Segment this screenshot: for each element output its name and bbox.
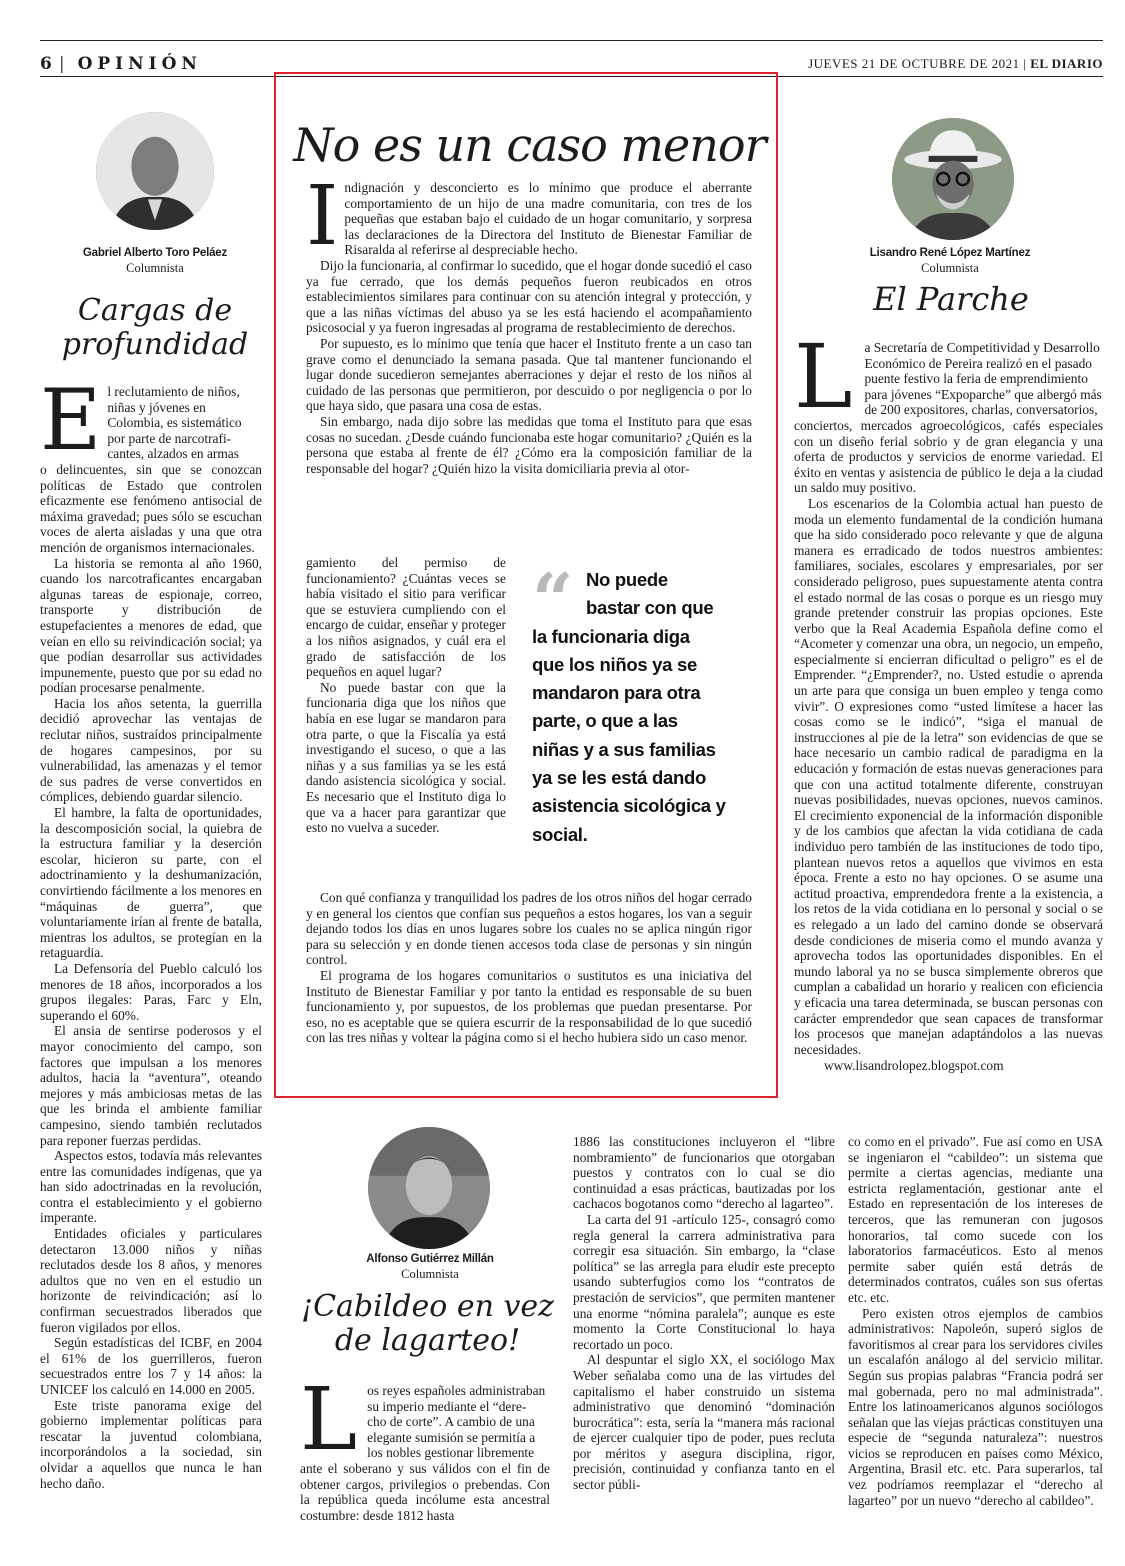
intro-line: niñas y jóvenes en (107, 399, 206, 415)
paragraph: ndignación y desconcierto es lo mínimo que produce el aberrante comportamiento de un hijo de una madre comunitaria, con tres de los pequeñas que estaban bajo el cuidado de un hogar comunitario, y sorpresa las declaraciones de la Directora del Instituto de Bienestar Familiar de Risaralda al referirse al despreciable hecho. (344, 180, 752, 258)
pull-quote (532, 557, 768, 849)
intro-line: cantes, alzados en armas (107, 446, 239, 462)
paragraph: Por supuesto, es lo mínimo que tenía que hacer el Instituto frente a un caso tan grave como el denunciado la semana pasada. Que tal mantener funcionando el lugar donde sucedieron semejantes aberraciones y dejar el resto de los niños al cuidado de las personas que permitieron, por descuido o por negligencia o por lo que haya sido, que pasara una cosa de estas. (306, 335, 752, 414)
paragraph: Con qué confianza y tranquilidad los padres de los otros niños del hogar cerrado y en general los cientos que confían sus pequeños a estos hogares, los van a seguir dejando todos los días en unos lugares sobre los cuales no se aplica ningún rigor para su selección y en donde tienen accesos toda clase de personas y sin ningún control. (306, 890, 752, 968)
title-line: de lagarteo! (334, 1323, 521, 1358)
pull-quote-line: niñas y a sus familias (532, 738, 716, 760)
page-number: 6 (40, 54, 53, 74)
column-title-cargas (40, 294, 270, 362)
main-article-body-top (306, 169, 752, 476)
top-rule (40, 40, 1103, 41)
title-line: profundidad (61, 327, 249, 362)
quote-mark-icon: “ (532, 557, 574, 642)
main-article-body-bottom (306, 890, 752, 1046)
pull-quote-line: que los niños ya se (532, 653, 697, 675)
intro-line: los nobles gestionar libremente (367, 1445, 535, 1461)
author-name: Gabriel Alberto Toro Peláez (82, 247, 228, 259)
intro-line: os reyes españoles administraban (367, 1383, 546, 1398)
author-photo-toro (96, 112, 214, 230)
intro-line: l reclutamiento de niños, (107, 384, 240, 399)
paragraph: No puede bastar con que la funcionaria diga que los niños que había en ese lugar se mandaron para otra parte, o que la Fiscalía ya está investigando el suceso, o que a las niñas y a sus familias ya se les está dando asistencia sicológica y social. Es necesario que el Instituto diga lo que va a hacer para garantizar que esto no vuelva a suceder. (306, 679, 506, 836)
main-article-body-narrow (306, 555, 506, 836)
newspaper-name: EL DIARIO (1030, 56, 1103, 71)
paragraph: co como en el privado”. Fue así como en USA se ingeniaron el “cabildeo”: un sistema que permite a ciertas agencias, mediante una estricta reglamentación, gestionar ante el Estado en representación de los intereses de terceros, que las remuneran con jugosos honorarios, tal como sucede con los laboratorios farmacéuticos. Esto al menos permite saber quién está detrás de determinados contratos, cuáles son sus ofertas etc. etc. (848, 1134, 1103, 1305)
paragraph: o delincuentes, sin que se conozcan políticas de Estado que controlen eficazmente ese fenómeno antisocial de máxima gravedad; pues sólo se escuchan voces de alerta aisladas y una que otra mención de organismos internacionales. (40, 461, 262, 555)
author-website: www.lisandrolopez.blogspot.com (824, 1058, 1004, 1074)
intro-line: su imperio mediante el “dere- (367, 1398, 527, 1414)
paragraph: La carta del 91 -artículo 125-, consagró como regla general la carrera administrativa para corregir esa situación. Sin embargo, la “clase política” se las arregla para eludir este precepto usando subterfugios como los “contratos de prestación de servicios”, que permiten mantener una enorme “nómina paralela”; aunque es este momento la Corte Constitucional lo haya recortado un poco. (573, 1211, 835, 1352)
author-block-toro (60, 247, 250, 276)
dropcap: E (40, 371, 102, 469)
paragraph: Aspectos estos, todavía más relevantes entre las comunidades indígenas, que ya han sido adoctrinadas en la revolución, contra el establecimiento y el gobierno imperante. (40, 1148, 262, 1226)
pull-quote-line: la funcionaria diga (532, 625, 690, 647)
right-column-body (794, 325, 1103, 1074)
intro-line: Económico de Pereira realizó en el pasado (864, 355, 1092, 371)
page-header-right: JUEVES 21 DE OCTUBRE DE 2021 | EL DIARIO (808, 56, 1103, 71)
paragraph: Sin embargo, nada dijo sobre las medidas que toma el Instituto para que esas cosas no sucedan. ¿Desde cuándo funcionaba este hogar comunitario? ¿Quién es la persona que estaba al frente de él? ¿Cómo era la composición familiar de la responsable del hogar? ¿Quién hizo la visita domiciliaria previa al otor- (306, 413, 752, 476)
dropcap: L (794, 325, 853, 428)
intro-line: por parte de narcotrafi- (107, 430, 232, 446)
intro-line: de 200 expositores, charlas, conversatorios, (864, 402, 1098, 418)
paragraph: Este triste panorama exige del gobierno implementar políticas para rescatar la juventud colombiana, incorporándolos a la sociedad, sin olvidar a aquellos que nunca le han hecho daño. (40, 1397, 262, 1491)
author-block-gutierrez (330, 1253, 530, 1282)
bottom-article-col2 (573, 1134, 835, 1493)
paragraph: El ansia de sentirse poderosos y el mayor conocimiento del campo, son factores que impulsan a los menores adultos, hacia la “aventura”, oteando mejores y más ambiciosas metas de las que les brinda el ambiente familiar campesino, siendo también reclutados para reponer fuerzas perdidas. (40, 1023, 262, 1148)
author-role: Columnista (921, 261, 979, 275)
author-photo-lopez (892, 118, 1014, 240)
paragraph: 1886 las constituciones incluyeron el “libre nombramiento” de funcionarios que otorgaban puestos y contratos con lo cual se dio continuidad a esas prácticas, bautizadas por los cachacos bogotanos como “derecho al lagarteo”. (573, 1134, 835, 1212)
pull-quote-line: bastar con que (586, 597, 714, 619)
intro-line: Colombia, es sistemático (107, 415, 242, 431)
intro-line: elegante sumisión se permitía a (367, 1429, 536, 1445)
bottom-article-col3 (848, 1134, 1103, 1508)
author-name: Lisandro René López Martínez (869, 247, 1031, 259)
paragraph: Entidades oficiales y particulares detectaron 13.000 niños y niñas reclutados desde los 8 años, y menores adultos que no ven en el estudio un horizonte de reivindicación; así lo confirman secuestrados liberados que fueron vigilados por ellos. (40, 1226, 262, 1335)
paragraph: La historia se remonta al año 1960, cuando los narcotraficantes encargaban algunas tareas de espionaje, correo, transporte y distribución de estupefacientes a menores de edad, que veían en ello su reivindicación social; ya que podían desarrollar sus actividades impunemente, puesto que por su edad no podían procesarse penalmente. (40, 555, 262, 696)
paragraph: El programa de los hogares comunitarios o sustitutos es una iniciativa del Instituto de Bienestar Familiar y por tanto la entidad es responsable de su buen funcionamiento y, por supuestos, de los problemas que puedan presentarse. Por eso, no es aceptable que se quiera escurrir de la responsabilidad de lo que sucedió con las tres niñas y voltear la página como si el hecho hubiera sido un caso menor. (306, 967, 752, 1046)
pull-quote-line: No puede (586, 569, 668, 590)
pull-quote-line: asistencia sicológica y (532, 795, 726, 817)
pull-quote-line: social. (532, 823, 588, 845)
portrait-icon (368, 1127, 490, 1249)
intro-line: puente festivo la feria de emprendimiento (864, 371, 1088, 387)
column-title-parche: El Parche (873, 280, 1029, 318)
intro-line: para jóvenes “Expoparche” que albergó más (864, 386, 1102, 402)
pull-quote-line: parte, o que a las (532, 710, 678, 732)
page-header-left: 6 | OPINIÓN (40, 54, 202, 74)
title-line: ¡Cabildeo en vez (301, 1289, 554, 1324)
dropcap: I (306, 169, 339, 264)
paragraph: Pero existen otros ejemplos de cambios administrativos: Napoleón, superó siglos de favoritismos al crear para los servidores civiles un escalafón análogo al del servicio militar. Según sus propias palabras “Francia podrá ser mal gobernada, pero no mal administrada”. Entre los latinoamericanos algunos sociólogos señalan que las viejas prácticas constituyen una especie de “segunda naturaleza”: nuestros vicios se reproducen en países como México, Argentina, Brasil etc. etc. Para superarlos, tal vez podríamos reemplazar el “derecho al lagarteo” por un nuevo “derecho al cabildeo”. (848, 1305, 1103, 1508)
left-column-body (40, 371, 262, 1491)
author-name: Alfonso Gutiérrez Millán (366, 1253, 494, 1265)
paragraph: El hambre, la falta de oportunidades, la descomposición social, la quiebra de la estructura familiar y la deserción escolar, hicieron su parte, con el adoctrinamiento y la deshumanización, convirtiendo fácilmente a los menores en “máquinas de guerra”, que voluntariamente irían al frente de batalla, mientras los adultos, se protegían en la retaguardia. (40, 805, 262, 961)
paragraph: gamiento del permiso de funcionamiento? ¿Cuántas veces se había visitado el sitio para verificar que se estuviera cumpliendo con el encargo de cuidar, enseñar y proteger a los niños asignados, y cuál era el grado de satisfacción de los pequeños en aquel lugar? (306, 555, 506, 680)
section-name: OPINIÓN (77, 54, 202, 74)
author-photo-gutierrez (368, 1127, 490, 1249)
issue-date: JUEVES 21 DE OCTUBRE DE 2021 (808, 56, 1020, 71)
paragraph: La Defensoría del Pueblo calculó los menores de 18 años, incorporados a los grupos ilegales: Paras, Farc y Eln, superando el 60%. (40, 960, 262, 1023)
paragraph: Hacia los años setenta, la guerrilla decidió aprovechar las ventajas de reclutar niños, sustraídos principalmente de hogares campesinos, por su vulnerabilidad, las amenazas y el temor de sus padres de verse convertidos en cómplices, debiendo guardar silencio. (40, 695, 262, 805)
paragraph: Dijo la funcionaria, al confirmar lo sucedido, que el hogar donde sucedió el caso ya fue cerrado, que los demás pequeños fueron reubicados en otros establecimientos similares para continuar con su atención integral y protección, y que a las niñas víctimas del abuso ya se les está haciendo el acompañamiento psicosocial y ya fueron ingresadas al programa de restablecimiento de derechos. (306, 257, 752, 336)
title-line: Cargas de (77, 293, 233, 328)
dropcap: L (300, 1370, 358, 1470)
author-block-lopez (840, 247, 1060, 276)
column-title-cabildeo (300, 1290, 555, 1358)
author-role: Columnista (401, 1267, 459, 1281)
pull-quote-line: ya se les está dando (532, 767, 706, 789)
paragraph: conciertos, mercados agroecológicos, cafés especiales con un diseño ferial sobrio y de gran elegancia y una oferta de productos y servicios de enorme variedad. El éxito en ventas y asistencia de público le deja a la ciudad un saldo muy positivo. (794, 417, 1103, 496)
pull-quote-line: mandaron para otra (532, 682, 701, 704)
paragraph: Al despuntar el siglo XX, el sociólogo Max Weber señalaba como una de las virtudes del capitalismo el haber construido un sistema administrativo que denominó “dominación burocrática”: esta, sería la “manera más racional de ejercer cualquier tipo de poder, pues recluta por méritos y asegura disciplina, rigor, precisión, continuidad y confianza tanto en el sector públi- (573, 1352, 835, 1493)
portrait-icon (892, 118, 1014, 240)
main-article-title: No es un caso menor (293, 118, 766, 172)
paragraph: Según estadísticas del ICBF, en 2004 el 61% de los guerrilleros, fueron secuestrados entre los 7 y 14 años: la UNICEF los calculó en 14.000 en 2005. (40, 1335, 262, 1397)
portrait-icon (96, 112, 214, 230)
intro-line: cho de corte”. A cambio de una (367, 1414, 535, 1430)
author-role: Columnista (126, 261, 184, 275)
paragraph: ante el soberano y sus válidos con el fin de obtener cargos, privilegios o prebendas. Con la república queda incólume esta ancestral costumbre: desde 1812 hasta (300, 1460, 550, 1523)
paragraph: Los escenarios de la Colombia actual han puesto de moda un elemento fundamental de la condición humana que ha sido considerado poco relevante y que de alguna manera es erradicado de todos nuestros ambientes: familiares, sociales, escolares y empresariales, por ser considerado peligroso, pues supuestamente atenta contra el estado normal de las cosas o porque es un riesgo muy grande pretender construir las propias opciones. Este verbo que la Real Academia Española define como el “Acometer y comenzar una obra, un negocio, un empeño, especialmente si encierran dificultad o peligro” es el de Emprender. “¿Emprender?, no. Usted estudie o aprenda un arte para que consiga un buen empleo y tenga como vivir”. O expresiones como “usted limítese a hacer las cosas como se le indicó”, “siga el manual de instrucciones al pie de la letra” son evidencias de que se hace necesario un cambio radical de paradigma en la educación y formación de estas nuevas generaciones para que con una actitud totalmente diferente, construyan nuevas posibilidades, nuevas opciones, nuevos caminos. El crecimiento exponencial de la información disponible y de los cambios que afectan la vida cotidiana de cada individuo pero también de las instituciones de todo tipo, plantean nuevos retos a aquellos que vivimos en esta época. Frente a esto no hay opciones. O se asume una actitud proactiva, emprendedora frente a la existencia, a los retos de la vida cotidiana en lo personal y social o se es relegado a un lado del camino donde se observará desde condiciones de miseria como el mundo avanza y aprovecha todos las oportunidades disponibles. En el mundo laboral ya no se busca simplemente obreros que cumplan a cabalidad un horario y realicen con eficiencia y eficacia una tarea determinada, se buscan personas con carácter emprendedor que sean capaces de transformar los procesos que manejan adaptándolos a las nuevas necesidades. (794, 495, 1103, 1057)
bottom-article-col1 (300, 1370, 550, 1523)
intro-line: a Secretaría de Competitividad y Desarrollo (864, 340, 1100, 355)
